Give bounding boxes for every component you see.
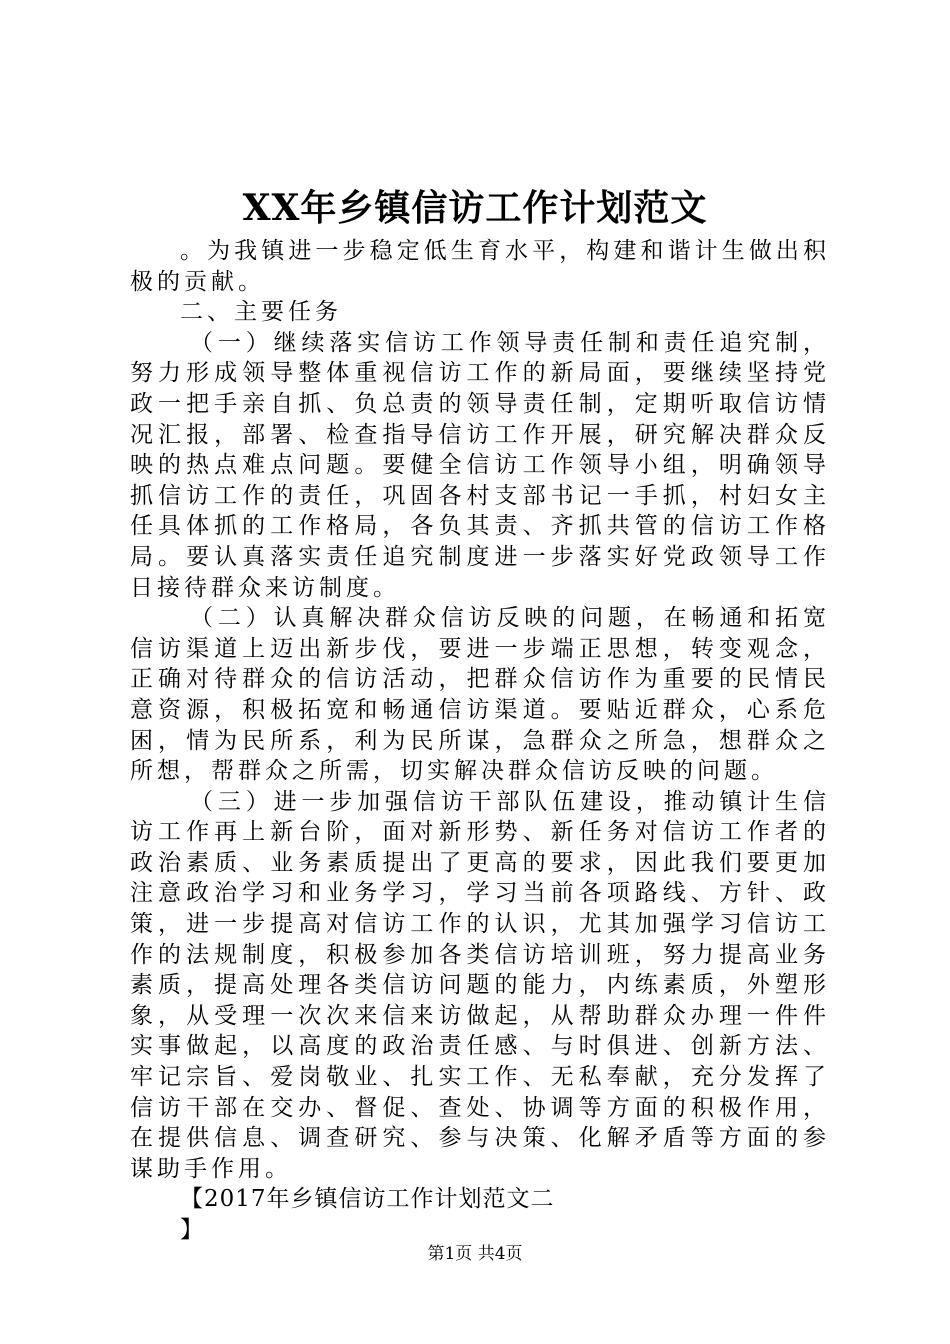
paragraph-task-1: （一）继续落实信访工作领导责任制和责任追究制，努力形成领导整体重视信访工作的新局面，要继续坚持党政一把手亲自抓、负总责的领导责任制，定期听取信访情况汇报，部署、检查指导信访工作开展，研究解决群众反映的热点难点问题。要健全信访工作领导小组，明确领导抓信访工作的责任，巩固各村支部书记一手抓，村妇女主任具体抓的工作格局，各负其责、齐抓共管的信访工作格局。要认真落实责任追究制度进一步落实好党政领导工作日接待群众来访制度。 <box>130 329 830 601</box>
paragraph-task-3: （三）进一步加强信访干部队伍建设，推动镇计生信访工作再上新台阶，面对新形势、新任务对信访工作者的政治素质、业务素质提出了更高的要求，因此我们要更加注意政治学习和业务学习，学习当前各项路线、方针、政策，进一步提高对信访工作的认识，尤其加强学习信访工作的法规制度，积极参加各类信访培训班，努力提高业务素质，提高处理各类信访问题的能力，内练素质，外塑形象，从受理一次次来信来访做起，从帮助群众办理一件件实事做起，以高度的政治责任感、与时俱进、创新方法、牢记宗旨、爱岗敬业、扎实工作、无私奉献，充分发挥了信访干部在交办、督促、查处、协调等方面的积极作用，在提供信息、调查研究、参与决策、化解矛盾等方面的参谋助手作用。 <box>130 788 830 1182</box>
section-heading-main-tasks: 二、主要任务 <box>180 299 342 326</box>
paragraph-intro: 。为我镇进一步稳定低生育水平，构建和谐计生做出积极的贡献。 <box>130 238 830 295</box>
document-title: XX年乡镇信访工作计划范文 <box>242 187 708 229</box>
page-number-footer: 第1页 共4页 <box>427 1244 523 1264</box>
section-heading-part-two: 【2017年乡镇信访工作计划范文二 <box>180 1186 555 1213</box>
document-body <box>130 236 830 1246</box>
paragraph-task-2: （二）认真解决群众信访反映的问题，在畅通和拓宽信访渠道上迈出新步伐，要进一步端正思想，转变观念，正确对待群众的信访活动，把群众信访作为重要的民情民意资源，积极拓宽和畅通信访渠道。要贴近群众，心系危困，情为民所系，利为民所谋，急群众之所急，想群众之所想，帮群众之所需，切实解决群众信访反映的问题。 <box>130 605 830 785</box>
section-heading-close-bracket: 】 <box>180 1217 204 1243</box>
